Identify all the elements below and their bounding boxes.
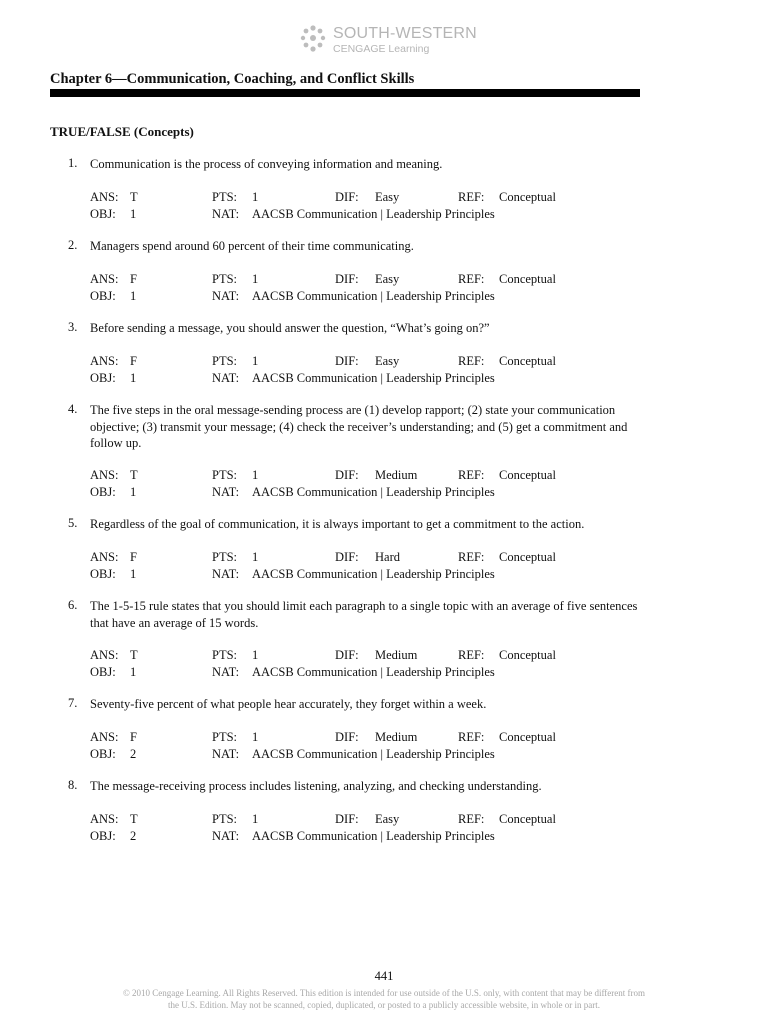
obj-label: OBJ:: [90, 289, 116, 303]
pts-label: PTS:: [212, 468, 238, 482]
dif-value: Medium: [375, 648, 418, 662]
ref-value: Conceptual: [499, 730, 556, 744]
pts-value: 1: [252, 190, 259, 204]
nat-label: NAT:: [212, 289, 240, 303]
nat-value: AACSB Communication | Leadership Principles: [252, 289, 495, 303]
copyright-footer: [70, 987, 698, 1011]
nat-value: AACSB Communication | Leadership Principles: [252, 567, 495, 581]
pts-label: PTS:: [212, 812, 238, 826]
meta-row-objective: [90, 664, 650, 681]
dif-label: DIF:: [335, 550, 359, 564]
question-number: 6.: [68, 598, 78, 612]
meta-row-objective: [90, 484, 650, 501]
ref-value: Conceptual: [499, 468, 556, 482]
nat-label: NAT:: [212, 747, 240, 761]
ref-label: REF:: [458, 648, 485, 662]
answer-meta: [90, 729, 650, 763]
ans-label: ANS:: [90, 550, 119, 564]
nat-label: NAT:: [212, 371, 240, 385]
question-number: 7.: [68, 696, 78, 710]
title-rule: [50, 89, 640, 97]
question-number: 3.: [68, 320, 78, 334]
question-number: 2.: [68, 238, 78, 252]
question-text: Regardless of the goal of communication, it is always important to get a commitment to the action.: [90, 517, 585, 531]
meta-row-answer: [90, 189, 650, 206]
question-number: 4.: [68, 402, 78, 416]
pts-value: 1: [252, 730, 259, 744]
question-text: Managers spend around 60 percent of their time communicating.: [90, 239, 414, 253]
question-text: Seventy-five percent of what people hear accurately, they forget within a week.: [90, 697, 487, 711]
nat-value: AACSB Communication | Leadership Principles: [252, 207, 495, 221]
question-text: The 1-5-15 rule states that you should limit each paragraph to a single topic with an average of five sentences that have an average of 15 words.: [90, 599, 638, 630]
pts-label: PTS:: [212, 190, 238, 204]
dif-label: DIF:: [335, 730, 359, 744]
ref-value: Conceptual: [499, 190, 556, 204]
nat-value: AACSB Communication | Leadership Principles: [252, 829, 495, 843]
answer-meta: [90, 647, 650, 681]
meta-row-answer: [90, 467, 650, 484]
question-text: The five steps in the oral message-sending process are (1) develop rapport; (2) state your communication objective; (3) transmit your message; (4) check the receiver’s understanding; and (5) get a commitment and follow up.: [90, 403, 628, 450]
ref-value: Conceptual: [499, 354, 556, 368]
meta-row-answer: [90, 353, 650, 370]
obj-label: OBJ:: [90, 207, 116, 221]
ref-label: REF:: [458, 812, 485, 826]
ans-value: T: [130, 648, 138, 662]
dif-value: Easy: [375, 272, 400, 286]
obj-value: 1: [130, 289, 137, 303]
nat-label: NAT:: [212, 207, 240, 221]
dif-label: DIF:: [335, 190, 359, 204]
question-text: Before sending a message, you should answer the question, “What’s going on?”: [90, 321, 490, 335]
chapter-title: Chapter 6—Communication, Coaching, and Conflict Skills: [50, 71, 415, 87]
pts-value: 1: [252, 812, 259, 826]
nat-label: NAT:: [212, 665, 240, 679]
answer-meta: [90, 811, 650, 845]
ref-value: Conceptual: [499, 812, 556, 826]
obj-label: OBJ:: [90, 747, 116, 761]
obj-label: OBJ:: [90, 371, 116, 385]
obj-value: 2: [130, 747, 137, 761]
answer-meta: [90, 353, 650, 387]
ans-value: T: [130, 812, 138, 826]
obj-label: OBJ:: [90, 829, 116, 843]
ref-label: REF:: [458, 468, 485, 482]
obj-value: 1: [130, 485, 137, 499]
answer-meta: [90, 189, 650, 223]
dif-value: Easy: [375, 190, 400, 204]
dif-value: Easy: [375, 354, 400, 368]
obj-label: OBJ:: [90, 485, 116, 499]
dif-label: DIF:: [335, 272, 359, 286]
ans-value: F: [130, 354, 137, 368]
ans-label: ANS:: [90, 648, 119, 662]
ans-label: ANS:: [90, 272, 119, 286]
dif-label: DIF:: [335, 354, 359, 368]
answer-meta: [90, 549, 650, 583]
ans-label: ANS:: [90, 812, 119, 826]
pts-value: 1: [252, 550, 259, 564]
dif-label: DIF:: [335, 812, 359, 826]
nat-value: AACSB Communication | Leadership Principles: [252, 371, 495, 385]
pts-value: 1: [252, 272, 259, 286]
dif-value: Medium: [375, 468, 418, 482]
meta-row-answer: [90, 811, 650, 828]
pts-label: PTS:: [212, 550, 238, 564]
ans-value: T: [130, 468, 138, 482]
dif-value: Medium: [375, 730, 418, 744]
question-number: 5.: [68, 516, 78, 530]
meta-row-objective: [90, 566, 650, 583]
obj-value: 1: [130, 207, 137, 221]
nat-label: NAT:: [212, 829, 240, 843]
meta-row-objective: [90, 288, 650, 305]
pts-label: PTS:: [212, 648, 238, 662]
nat-value: AACSB Communication | Leadership Principles: [252, 485, 495, 499]
dif-value: Easy: [375, 812, 400, 826]
question-text: Communication is the process of conveying information and meaning.: [90, 157, 443, 171]
logo-text-line2: CENGAGE Learning: [333, 43, 430, 55]
nat-label: NAT:: [212, 485, 240, 499]
ans-value: T: [130, 190, 138, 204]
ref-label: REF:: [458, 190, 485, 204]
obj-value: 2: [130, 829, 137, 843]
obj-value: 1: [130, 665, 137, 679]
pts-label: PTS:: [212, 272, 238, 286]
meta-row-answer: [90, 549, 650, 566]
meta-row-answer: [90, 647, 650, 664]
ans-value: F: [130, 272, 137, 286]
answer-meta: [90, 467, 650, 501]
meta-row-objective: [90, 746, 650, 763]
ans-label: ANS:: [90, 468, 119, 482]
answer-meta: [90, 271, 650, 305]
pts-value: 1: [252, 354, 259, 368]
footer-line-1: © 2010 Cengage Learning. All Rights Reserved. This edition is intended for use outside of the U.S. only, with content that may be different from: [122, 988, 646, 998]
obj-value: 1: [130, 371, 137, 385]
nat-value: AACSB Communication | Leadership Principles: [252, 665, 495, 679]
nat-value: AACSB Communication | Leadership Principles: [252, 747, 495, 761]
question-text: The message-receiving process includes listening, analyzing, and checking understanding.: [90, 779, 542, 793]
ref-label: REF:: [458, 272, 485, 286]
ref-label: REF:: [458, 354, 485, 368]
ans-label: ANS:: [90, 354, 119, 368]
ref-value: Conceptual: [499, 648, 556, 662]
page-number: 441: [374, 969, 394, 983]
publisher-logo: [297, 24, 487, 58]
obj-value: 1: [130, 567, 137, 581]
ref-label: REF:: [458, 730, 485, 744]
footer-line-2: the U.S. Edition. May not be scanned, copied, duplicated, or posted to a publicly accessible website, in whole or in part.: [168, 1000, 600, 1010]
obj-label: OBJ:: [90, 665, 116, 679]
ans-value: F: [130, 730, 137, 744]
ans-label: ANS:: [90, 730, 119, 744]
dif-label: DIF:: [335, 648, 359, 662]
question-number: 1.: [68, 156, 78, 170]
nat-label: NAT:: [212, 567, 240, 581]
meta-row-answer: [90, 729, 650, 746]
ans-label: ANS:: [90, 190, 119, 204]
pts-value: 1: [252, 468, 259, 482]
meta-row-objective: [90, 828, 650, 845]
meta-row-objective: [90, 206, 650, 223]
ref-label: REF:: [458, 550, 485, 564]
dif-value: Hard: [375, 550, 400, 564]
obj-label: OBJ:: [90, 567, 116, 581]
ans-value: F: [130, 550, 137, 564]
question-number: 8.: [68, 778, 78, 792]
section-title: TRUE/FALSE (Concepts): [50, 124, 194, 139]
pts-label: PTS:: [212, 730, 238, 744]
logo-text-line1: SOUTH-WESTERN: [333, 25, 477, 42]
dif-label: DIF:: [335, 468, 359, 482]
ref-value: Conceptual: [499, 550, 556, 564]
ref-value: Conceptual: [499, 272, 556, 286]
cengage-logo-icon: [297, 24, 329, 56]
pts-value: 1: [252, 648, 259, 662]
pts-label: PTS:: [212, 354, 238, 368]
meta-row-objective: [90, 370, 650, 387]
meta-row-answer: [90, 271, 650, 288]
